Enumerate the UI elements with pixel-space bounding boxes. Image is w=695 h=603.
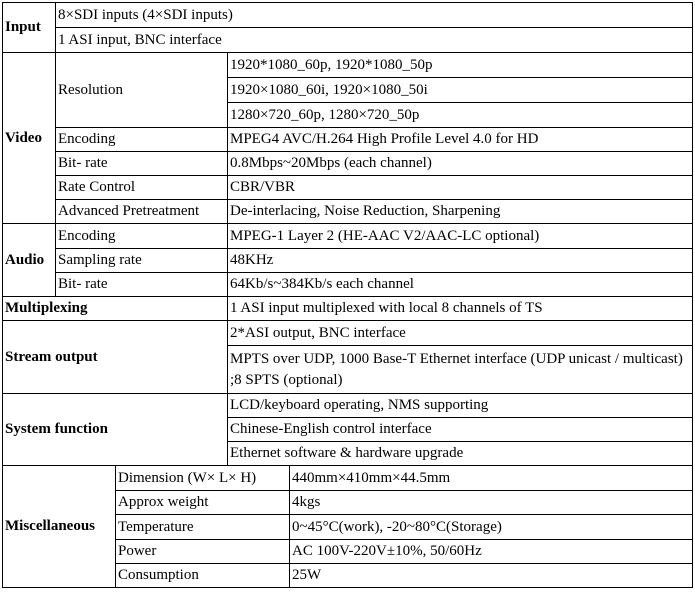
misc-weight-value: 4kgs — [290, 491, 693, 515]
input-value: 8×SDI inputs (4×SDI inputs) — [56, 3, 693, 28]
video-bitrate-label: Bit- rate — [56, 152, 228, 176]
video-bitrate-value: 0.8Mbps~20Mbps (each channel) — [228, 152, 693, 176]
misc-temperature-label: Temperature — [116, 515, 290, 540]
table-row — [3, 152, 693, 176]
section-label-stream-output: Stream output — [3, 321, 228, 394]
video-rate-control-label: Rate Control — [56, 176, 228, 200]
section-label-miscellaneous: Miscellaneous — [3, 466, 116, 588]
system-function-value: LCD/keyboard operating, NMS supporting — [228, 394, 693, 418]
input-value: 1 ASI input, BNC interface — [56, 28, 693, 53]
video-pretreatment-label: Advanced Pretreatment — [56, 200, 228, 224]
table-row — [3, 297, 693, 321]
misc-weight-label: Approx weight — [116, 491, 290, 515]
audio-bitrate-label: Bit- rate — [56, 273, 228, 297]
specification-table — [2, 2, 693, 588]
section-label-multiplexing: Multiplexing — [3, 297, 228, 321]
video-resolution-label: Resolution — [56, 53, 228, 128]
stream-output-value: MPTS over UDP, 1000 Base-T Ethernet interface (UDP unicast / multicast) ;8 SPTS (optional) — [228, 346, 693, 394]
misc-power-value: AC 100V-220V±10%, 50/60Hz — [290, 540, 693, 564]
table-row — [3, 128, 693, 152]
audio-bitrate-value: 64Kb/s~384Kb/s each channel — [228, 273, 693, 297]
video-pretreatment-value: De-interlacing, Noise Reduction, Sharpening — [228, 200, 693, 224]
misc-power-label: Power — [116, 540, 290, 564]
table-row — [3, 200, 693, 224]
audio-sampling-value: 48KHz — [228, 249, 693, 273]
table-row — [3, 28, 693, 53]
video-encoding-value: MPEG4 AVC/H.264 High Profile Level 4.0 for HD — [228, 128, 693, 152]
table-row — [3, 321, 693, 346]
misc-consumption-label: Consumption — [116, 564, 290, 588]
table-row — [3, 466, 693, 491]
audio-encoding-value: MPEG-1 Layer 2 (HE-AAC V2/AAC-LC optional) — [228, 224, 693, 249]
system-function-value: Ethernet software & hardware upgrade — [228, 442, 693, 466]
misc-dimension-label: Dimension (W× L× H) — [116, 466, 290, 491]
table-row — [3, 224, 693, 249]
video-resolution-value: 1280×720_60p, 1280×720_50p — [228, 103, 693, 128]
video-resolution-value: 1920*1080_60p, 1920*1080_50p — [228, 53, 693, 78]
table-row — [3, 249, 693, 273]
section-label-system-function: System function — [3, 394, 228, 466]
stream-output-value: 2*ASI output, BNC interface — [228, 321, 693, 346]
system-function-value: Chinese-English control interface — [228, 418, 693, 442]
table-row — [3, 53, 693, 78]
section-label-video: Video — [3, 53, 56, 224]
video-encoding-label: Encoding — [56, 128, 228, 152]
misc-dimension-value: 440mm×410mm×44.5mm — [290, 466, 693, 491]
table-row — [3, 3, 693, 28]
misc-temperature-value: 0~45°C(work), -20~80°C(Storage) — [290, 515, 693, 540]
table-row — [3, 176, 693, 200]
audio-sampling-label: Sampling rate — [56, 249, 228, 273]
section-label-audio: Audio — [3, 224, 56, 297]
audio-encoding-label: Encoding — [56, 224, 228, 249]
multiplexing-value: 1 ASI input multiplexed with local 8 channels of TS — [228, 297, 693, 321]
table-row — [3, 273, 693, 297]
table-row — [3, 394, 693, 418]
misc-consumption-value: 25W — [290, 564, 693, 588]
video-resolution-value: 1920×1080_60i, 1920×1080_50i — [228, 78, 693, 103]
section-label-input: Input — [3, 3, 56, 53]
video-rate-control-value: CBR/VBR — [228, 176, 693, 200]
